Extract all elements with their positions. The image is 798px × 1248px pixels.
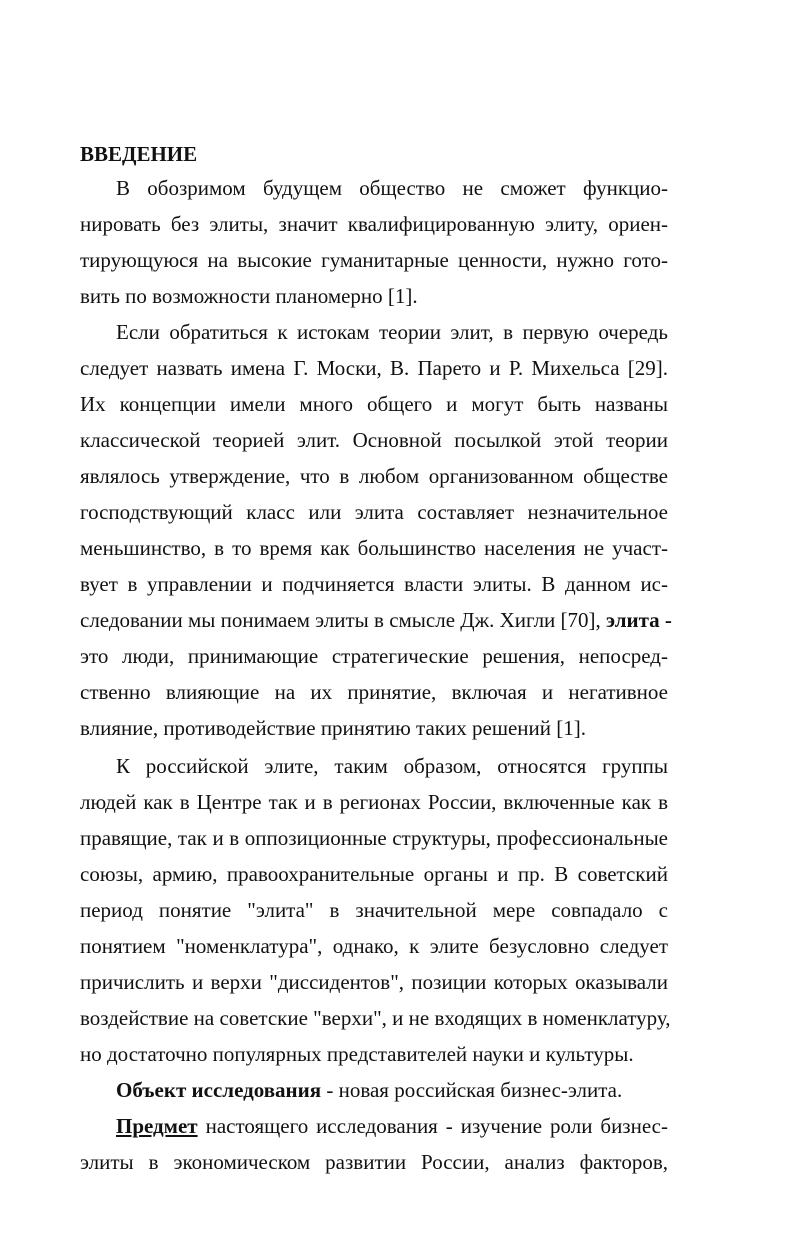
research-subject-line bbox=[116, 1108, 668, 1144]
section-heading: ВВЕДЕНИЕ bbox=[80, 142, 198, 166]
text-line-with-term bbox=[80, 602, 672, 638]
text-line: ственно влияющие на их принятие, включая и негативное bbox=[80, 680, 668, 704]
text-line: Если обратиться к истокам теории элит, в первую очередь bbox=[116, 320, 668, 344]
text-line: влияние, противодействие принятию таких решений [1]. bbox=[80, 716, 587, 740]
text-line: являлось утверждение, что в любом организованном обществе bbox=[80, 464, 668, 488]
text-line: но достаточно популярных представителей науки и культуры. bbox=[80, 1042, 634, 1066]
text-line: это люди, принимающие стратегические решения, непосред- bbox=[80, 644, 668, 668]
text-line: меньшинство, в то время как большинство населения не участ- bbox=[80, 536, 668, 560]
text-line: следует назвать имена Г. Моски, В. Парето и Р. Михельса [29]. bbox=[80, 356, 668, 380]
text-line: нировать без элиты, значит квалифицированную элиту, ориен- bbox=[80, 212, 668, 236]
text-line: классической теорией элит. Основной посылкой этой теории bbox=[80, 428, 668, 452]
text-line: В обозримом будущем общество не сможет функцио- bbox=[116, 176, 668, 200]
text-line: правящие, так и в оппозиционные структуры, профессиональные bbox=[80, 826, 668, 850]
research-object-text: - новая российская бизнес-элита. bbox=[321, 1078, 623, 1102]
text-line: понятием "номенклатура", однако, к элите безусловно следует bbox=[80, 934, 668, 958]
text-line: людей как в Центре так и в регионах России, включенные как в bbox=[80, 790, 668, 814]
text-line: воздействие на советские "верхи", и не входящих в номенклатуру, bbox=[80, 1006, 671, 1030]
text-line: господствующий класс или элита составляет незначительное bbox=[80, 500, 668, 524]
text-line: элиты в экономическом развитии России, анализ факторов, bbox=[80, 1150, 668, 1174]
text-line: причислить и верхи "диссидентов", позиции которых оказывали bbox=[80, 970, 668, 994]
text-line: Их концепции имели много общего и могут быть названы bbox=[80, 392, 668, 416]
text-line: К российской элите, таким образом, относятся группы bbox=[116, 754, 668, 778]
text-line: период понятие "элита" в значительной мере совпадало с bbox=[80, 898, 668, 922]
research-object-label: Объект исследования bbox=[116, 1078, 322, 1102]
bold-term: элита - bbox=[606, 608, 672, 632]
text-line: тирующуюся на высокие гуманитарные ценности, нужно гото- bbox=[80, 248, 668, 272]
text-segment: следовании мы понимаем элиты в смысле Дж. Хигли [70], bbox=[80, 608, 607, 632]
text-line: союзы, армию, правоохранительные органы и пр. В советский bbox=[80, 862, 668, 886]
research-subject-text: настоящего исследования - изучение роли бизнес- bbox=[197, 1114, 668, 1138]
text-line: вует в управлении и подчиняется власти элиты. В данном ис- bbox=[80, 572, 668, 596]
text-line: вить по возможности планомерно [1]. bbox=[80, 284, 418, 308]
research-subject-label: Предмет bbox=[116, 1114, 198, 1138]
research-object-line bbox=[116, 1072, 622, 1108]
